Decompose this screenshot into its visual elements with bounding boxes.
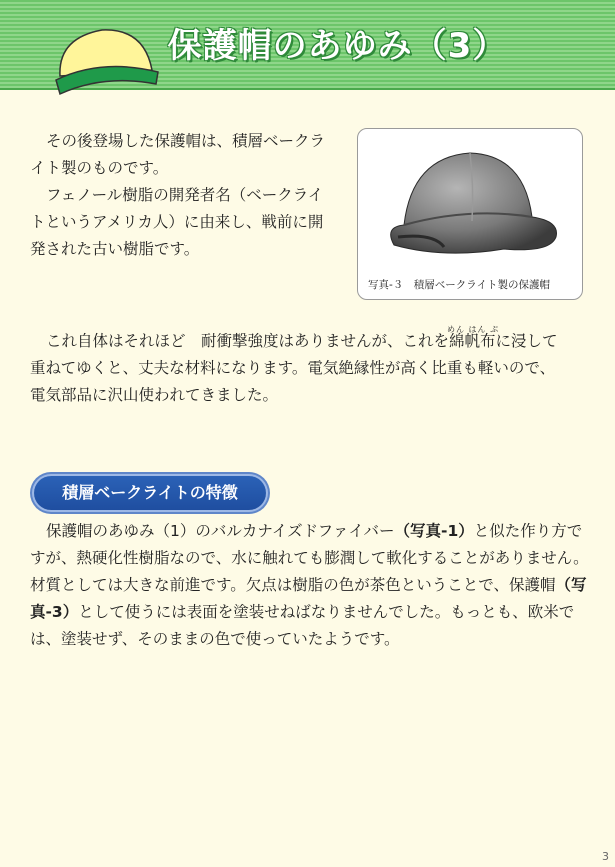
photo-caption: 写真-３ 積層ベークライト製の保護帽 bbox=[368, 279, 550, 291]
section-heading: 積層ベークライトの特徴 bbox=[34, 476, 266, 510]
header-band bbox=[0, 0, 615, 90]
bakelite-helmet-photo bbox=[374, 137, 566, 269]
ruby-annotation: めん はん ぷ bbox=[447, 325, 500, 334]
body-paragraph-1: これ自体はそれほど 耐衝撃強度はありませんが、これを めん はん ぷ 綿帆布に浸して 重ねてゆくと、丈夫な材料になります。電気絶縁性が高く比重も軽いので、 電気部品に沢山使われてきました。 bbox=[30, 328, 590, 409]
photo-frame bbox=[357, 128, 583, 300]
body-paragraph-2: 保護帽のあゆみ（1）のバルカナイズドファイバー（写真-1）と似た作り方ですが、熱硬化性樹脂なので、水に触れても膨潤して軟化することがありません。材質としては大きな前進です。欠点は樹脂の色が茶色ということで、保護帽（写真-3）として使うには表面を塗装せねばなりませんでした。もっとも、欧米では、塗装せず、そのままの色で使っていたようです。 bbox=[30, 522, 589, 648]
page-number: 3 bbox=[602, 850, 609, 863]
intro-paragraph: その後登場した保護帽は、積層ベークラ イト製のものです。 フェノール樹脂の開発者名（ベークライ トというアメリカ人）に由来し、戦前に開 発された古い樹脂です。 bbox=[30, 132, 326, 258]
photo-reference: （写真-1） bbox=[394, 522, 474, 540]
page-title: 保護帽のあゆみ（3） bbox=[167, 26, 508, 66]
photo-reference: （写真-3） bbox=[30, 576, 587, 621]
